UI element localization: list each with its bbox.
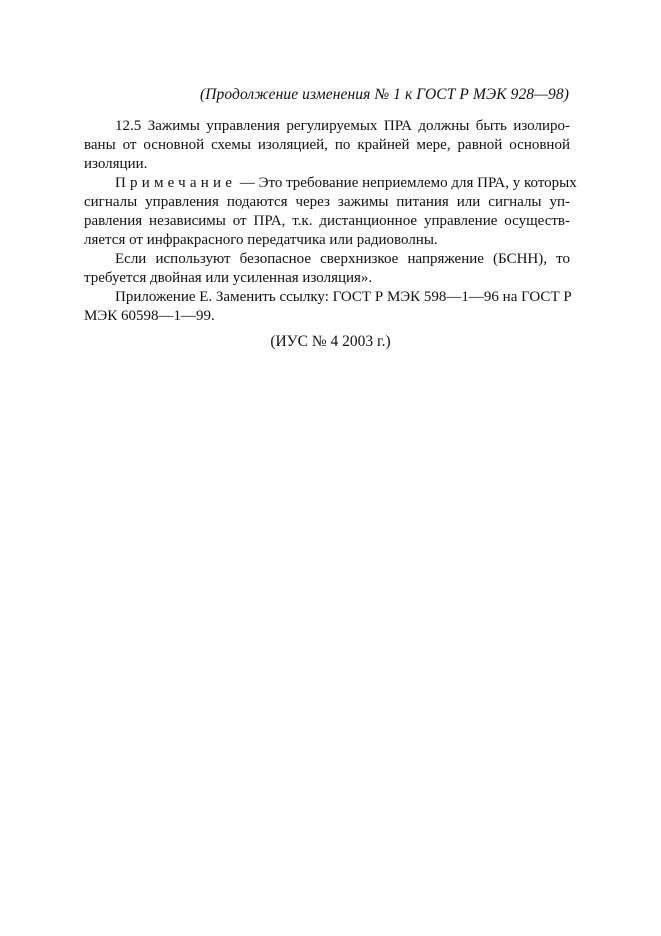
text-line: Если используют безопасное сверхнизкое напряжение (БСНН), то [115,251,570,267]
text-line: Приложение Е. Заменить ссылку: ГОСТ Р МЭК 598—1—96 на ГОСТ Р [115,289,572,305]
note-label: Примечание [115,175,237,191]
text-line [84,174,577,193]
annex-e-paragraph [84,288,570,326]
note-text: — Это требование неприемлемо для ПРА, у которых [236,175,577,191]
document-body [84,117,577,326]
text-line: сигналы управления подаются через зажимы питания или сигналы уп- [84,194,570,210]
text-line: ваны от основной схемы изоляцией, по крайней мере, равной основной [84,137,570,153]
text-line: изоляции. [84,156,148,172]
text-line: равления независимы от ПРА, т.к. дистанционное управление осуществ- [84,213,570,229]
continuation-header: (Продолжение изменения № 1 к ГОСТ Р МЭК 928—98) [199,86,569,103]
ius-reference: (ИУС № 4 2003 г.) [270,333,391,350]
text-line: ляется от инфракрасного передатчика или радиоволны. [84,232,438,248]
bsnn-paragraph [84,250,570,288]
paragraph-12-5 [84,117,570,174]
text-line: МЭК 60598—1—99. [84,308,215,324]
note-paragraph [84,174,577,250]
text-line: 12.5 Зажимы управления регулируемых ПРА должны быть изолиро- [115,118,570,134]
text-line: требуется двойная или усиленная изоляция». [84,270,373,286]
